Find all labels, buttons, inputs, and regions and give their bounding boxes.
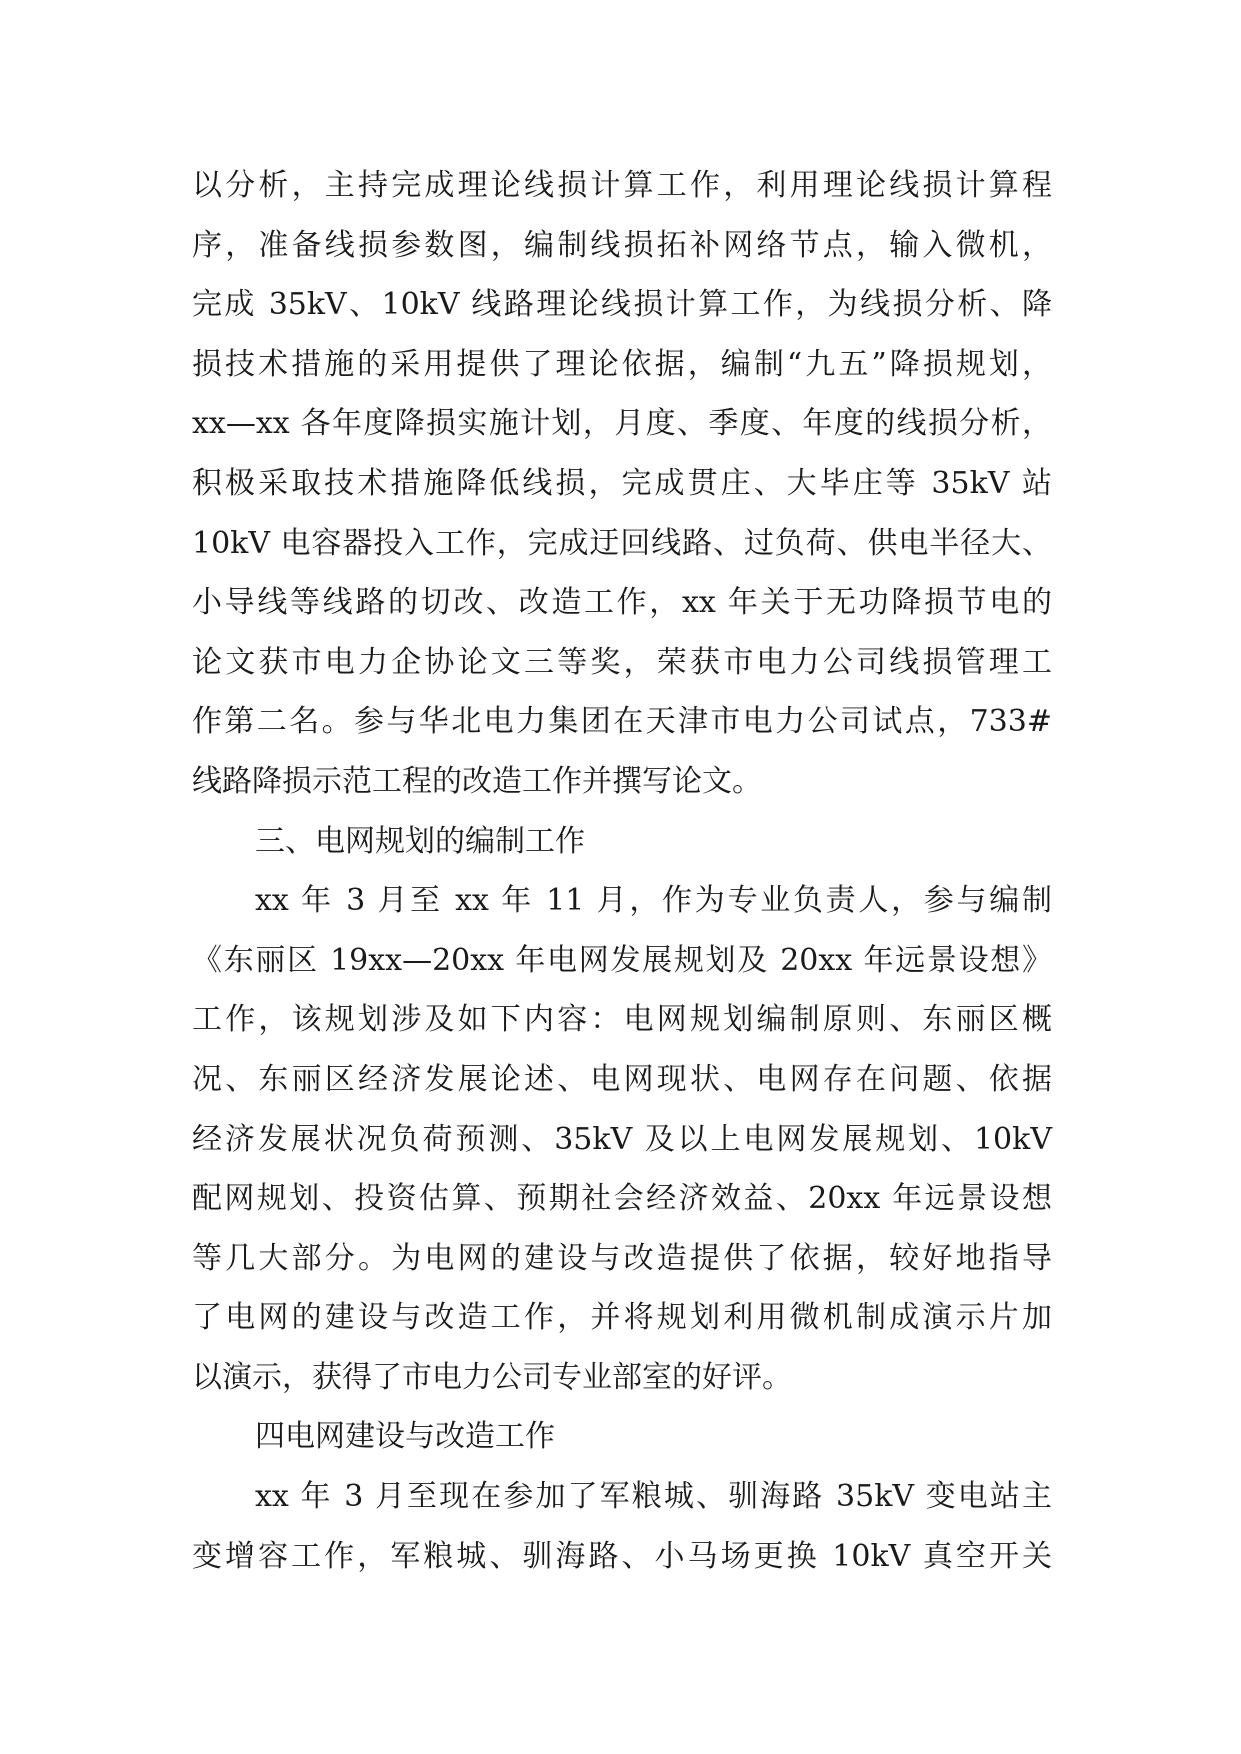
- paragraph-line: xx 年 3 月至现在参加了军粮城、驯海路 35kV 变电站主: [255, 1479, 1052, 1515]
- paragraph-line: 以分析，主持完成理论线损计算工作，利用理论线损计算程: [192, 168, 1052, 203]
- paragraph-line: xx—xx 各年度降损实施计划，月度、季度、年度的线损分析，: [192, 406, 1052, 442]
- paragraph-line: 序，准备线损参数图，编制线损拓补网络节点，输入微机，: [192, 227, 1052, 263]
- paragraph-line: 配网规划、投资估算、预期社会经济效益、20xx 年远景设想: [192, 1181, 1052, 1217]
- paragraph-line: 积极采取技术措施降低线损，完成贯庄、大毕庄等 35kV 站: [192, 465, 1052, 501]
- paragraph-line: 《东丽区 19xx—20xx 年电网发展规划及 20xx 年远景设想》: [192, 942, 1052, 978]
- section-heading: 三、电网规划的编制工作: [255, 823, 585, 859]
- paragraph-line: 经济发展状况负荷预测、35kV 及以上电网发展规划、10kV: [192, 1121, 1052, 1157]
- document-body: [192, 156, 1052, 1586]
- paragraph-line: 况、东丽区经济发展论述、电网现状、电网存在问题、依据: [192, 1061, 1052, 1097]
- paragraph-line: 等几大部分。为电网的建设与改造提供了依据，较好地指导: [192, 1240, 1052, 1276]
- paragraph-line: 10kV 电容器投入工作，完成迂回线路、过负荷、供电半径大、: [192, 525, 1052, 561]
- paragraph-line: 工作，该规划涉及如下内容：电网规划编制原则、东丽区概: [192, 1002, 1052, 1038]
- paragraph-line: 变增容工作，军粮城、驯海路、小马场更换 10kV 真空开关: [192, 1538, 1052, 1574]
- paragraph-line: 以演示，获得了市电力公司专业部室的好评。: [192, 1359, 792, 1395]
- paragraph-line: 论文获市电力企协论文三等奖，荣获市电力公司线损管理工: [192, 644, 1052, 680]
- paragraph-line: 小导线等线路的切改、改造工作，xx 年关于无功降损节电的: [192, 585, 1052, 621]
- section-heading: 四电网建设与改造工作: [255, 1419, 555, 1455]
- paragraph-line: 线路降损示范工程的改造工作并撰写论文。: [192, 763, 762, 799]
- paragraph-line: 损技术措施的采用提供了理论依据，编制“九五”降损规划，: [192, 346, 1052, 382]
- paragraph-line: 了电网的建设与改造工作，并将规划利用微机制成演示片加: [192, 1300, 1052, 1336]
- paragraph-line: 作第二名。参与华北电力集团在天津市电力公司试点，733#: [192, 704, 1052, 740]
- paragraph-line: 完成 35kV、10kV 线路理论线损计算工作，为线损分析、降: [192, 287, 1052, 323]
- paragraph-line: xx 年 3 月至 xx 年 11 月，作为专业负责人，参与编制: [255, 883, 1052, 919]
